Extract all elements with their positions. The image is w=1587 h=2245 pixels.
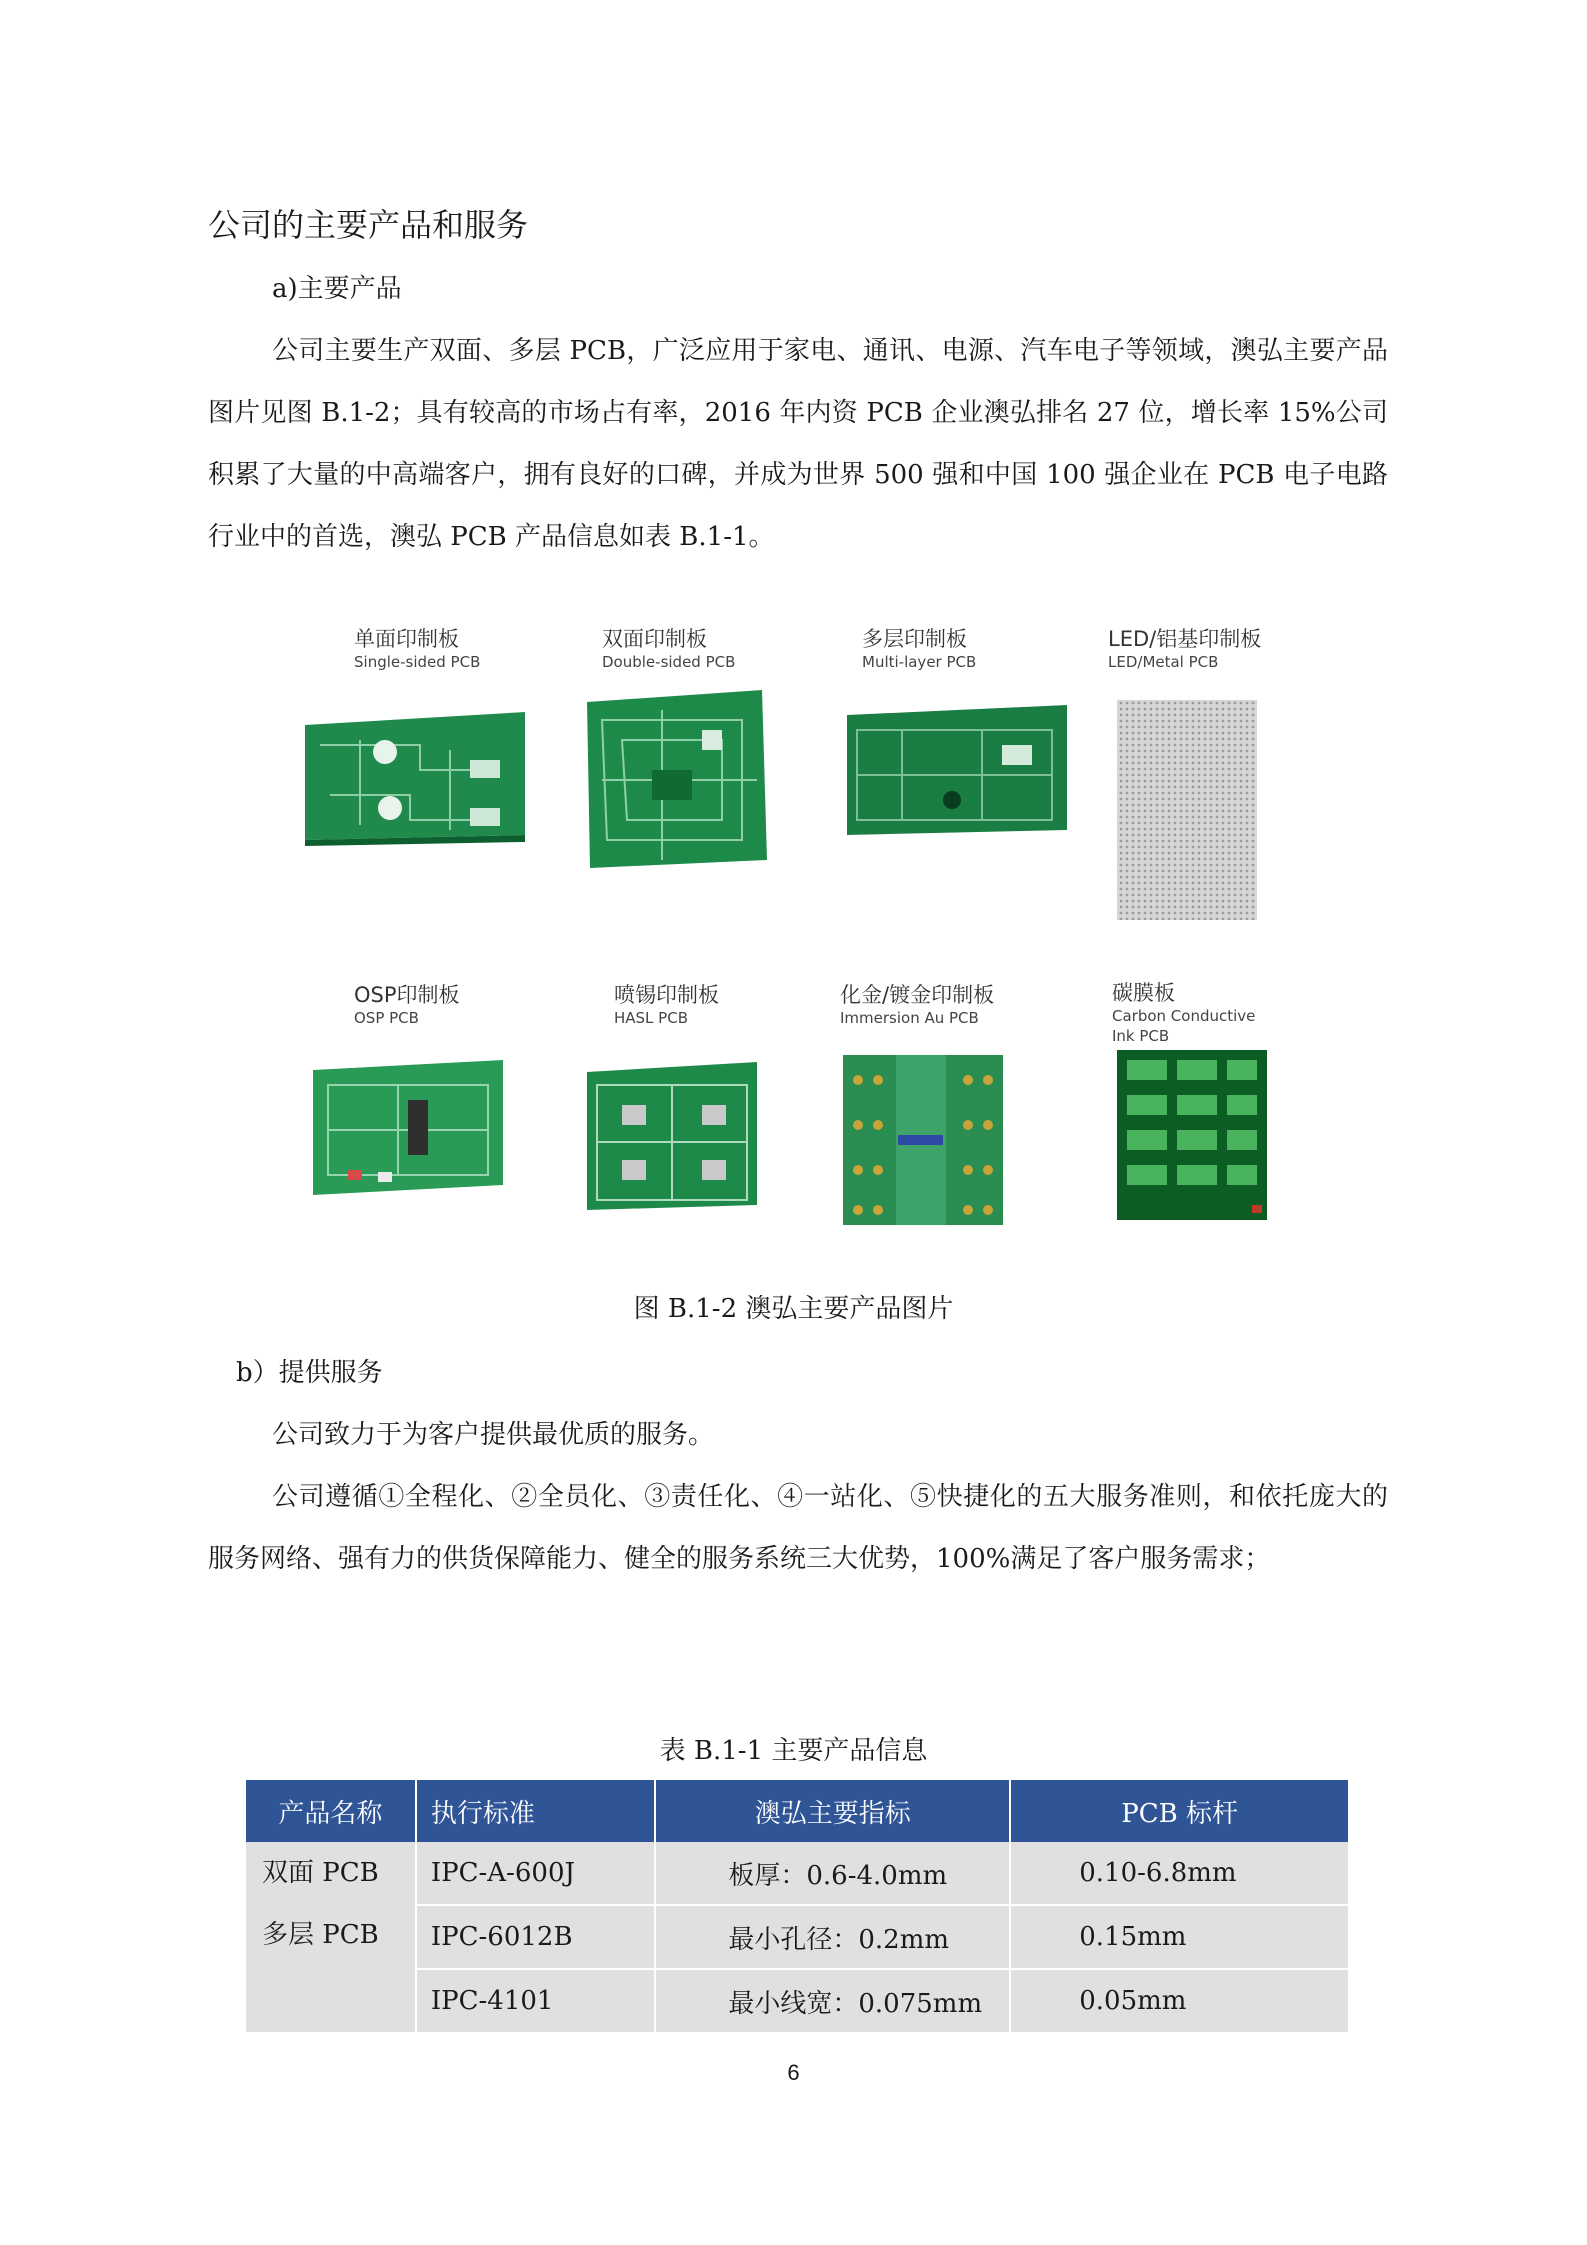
page-number: 6 [787,2060,800,2085]
product-label-double: 双面印制板 Double-sided PCB [602,627,736,671]
product-name-cell [246,1842,416,2033]
services-paragraph-1 [208,1404,1388,1466]
subsection-title-products: a)主要产品 [272,274,402,304]
header-product-name: 产品名称 [246,1780,416,1842]
product-label-single: 单面印制板 Single-sided PCB [354,627,481,671]
table-row [246,1842,1349,1905]
osp-pcb-image [308,1060,508,1210]
standard-cell: IPC-6012B [416,1905,656,1969]
product-name-double: 双面 PCB [262,1858,379,1888]
indicator-cell: 最小孔径：0.2mm [655,1905,1010,1969]
single-sided-pcb-image [300,700,540,850]
hasl-pcb-image [582,1060,762,1220]
benchmark-cell: 0.10-6.8mm [1010,1842,1349,1905]
carbon-ink-pcb-image [1112,1050,1272,1230]
immersion-au-pcb-image [838,1055,1008,1235]
section-heading: 公司的主要产品和服务 [208,206,529,244]
header-indicator: 澳弘主要指标 [655,1780,1010,1842]
product-label-carbon: 碳膜板 Carbon Conductive Ink PCB [1112,981,1256,1045]
double-sided-pcb-image [582,690,782,900]
services-paragraph-1-text: 公司致力于为客户提供最优质的服务。 [272,1420,715,1450]
table-header-row [246,1780,1349,1842]
indicator-cell: 板厚：0.6-4.0mm [655,1842,1010,1905]
standard-cell: IPC-4101 [416,1969,656,2033]
services-paragraph-2-text: 公司遵循①全程化、②全员化、③责任化、④一站化、⑤快捷化的五大服务准则，和依托庞大的服务网络、强有力的供货保障能力、健全的服务系统三大优势，100%满足了客户服务需求； [208,1482,1388,1574]
subsection-title-services: b）提供服务 [236,1358,383,1388]
figure-caption: 图 B.1-2 澳弘主要产品图片 [633,1294,954,1324]
header-benchmark: PCB 标杆 [1010,1780,1349,1842]
product-label-osp: OSP印制板 OSP PCB [354,983,460,1027]
product-label-immersion-au: 化金/镀金印制板 Immersion Au PCB [840,983,995,1027]
product-info-table [246,1780,1350,2034]
standard-cell: IPC-A-600J [416,1842,656,1905]
product-label-multilayer: 多层印制板 Multi-layer PCB [862,627,977,671]
product-label-hasl: 喷锡印制板 HASL PCB [614,983,719,1027]
services-paragraph-2 [208,1466,1388,1590]
product-label-led-metal: LED/铝基印制板 LED/Metal PCB [1108,627,1262,671]
indicator-cell: 最小线宽：0.075mm [655,1969,1010,2033]
multilayer-pcb-image [842,700,1072,850]
benchmark-cell: 0.15mm [1010,1905,1349,1969]
products-paragraph-text: 公司主要生产双面、多层 PCB，广泛应用于家电、通讯、电源、汽车电子等领域，澳弘主要产品图片见图 B.1-2；具有较高的市场占有率，2016 年内资 PCB 企业澳弘排名 27 位，增长率 15%公司积累了大量的中高端客户，拥有良好的口碑，并成为世界 500 强和中国 100 强企业在 PCB 电子电路行业中的首选，澳弘 PCB 产品信息如表 B.1-1。 [208,336,1388,552]
products-paragraph [208,320,1388,568]
benchmark-cell: 0.05mm [1010,1969,1349,2033]
product-name-multilayer: 多层 PCB [262,1920,379,1950]
product-figure [290,610,1290,1270]
header-standard: 执行标准 [416,1780,656,1842]
led-metal-pcb-image [1112,700,1262,930]
table-caption: 表 B.1-1 主要产品信息 [659,1736,928,1766]
